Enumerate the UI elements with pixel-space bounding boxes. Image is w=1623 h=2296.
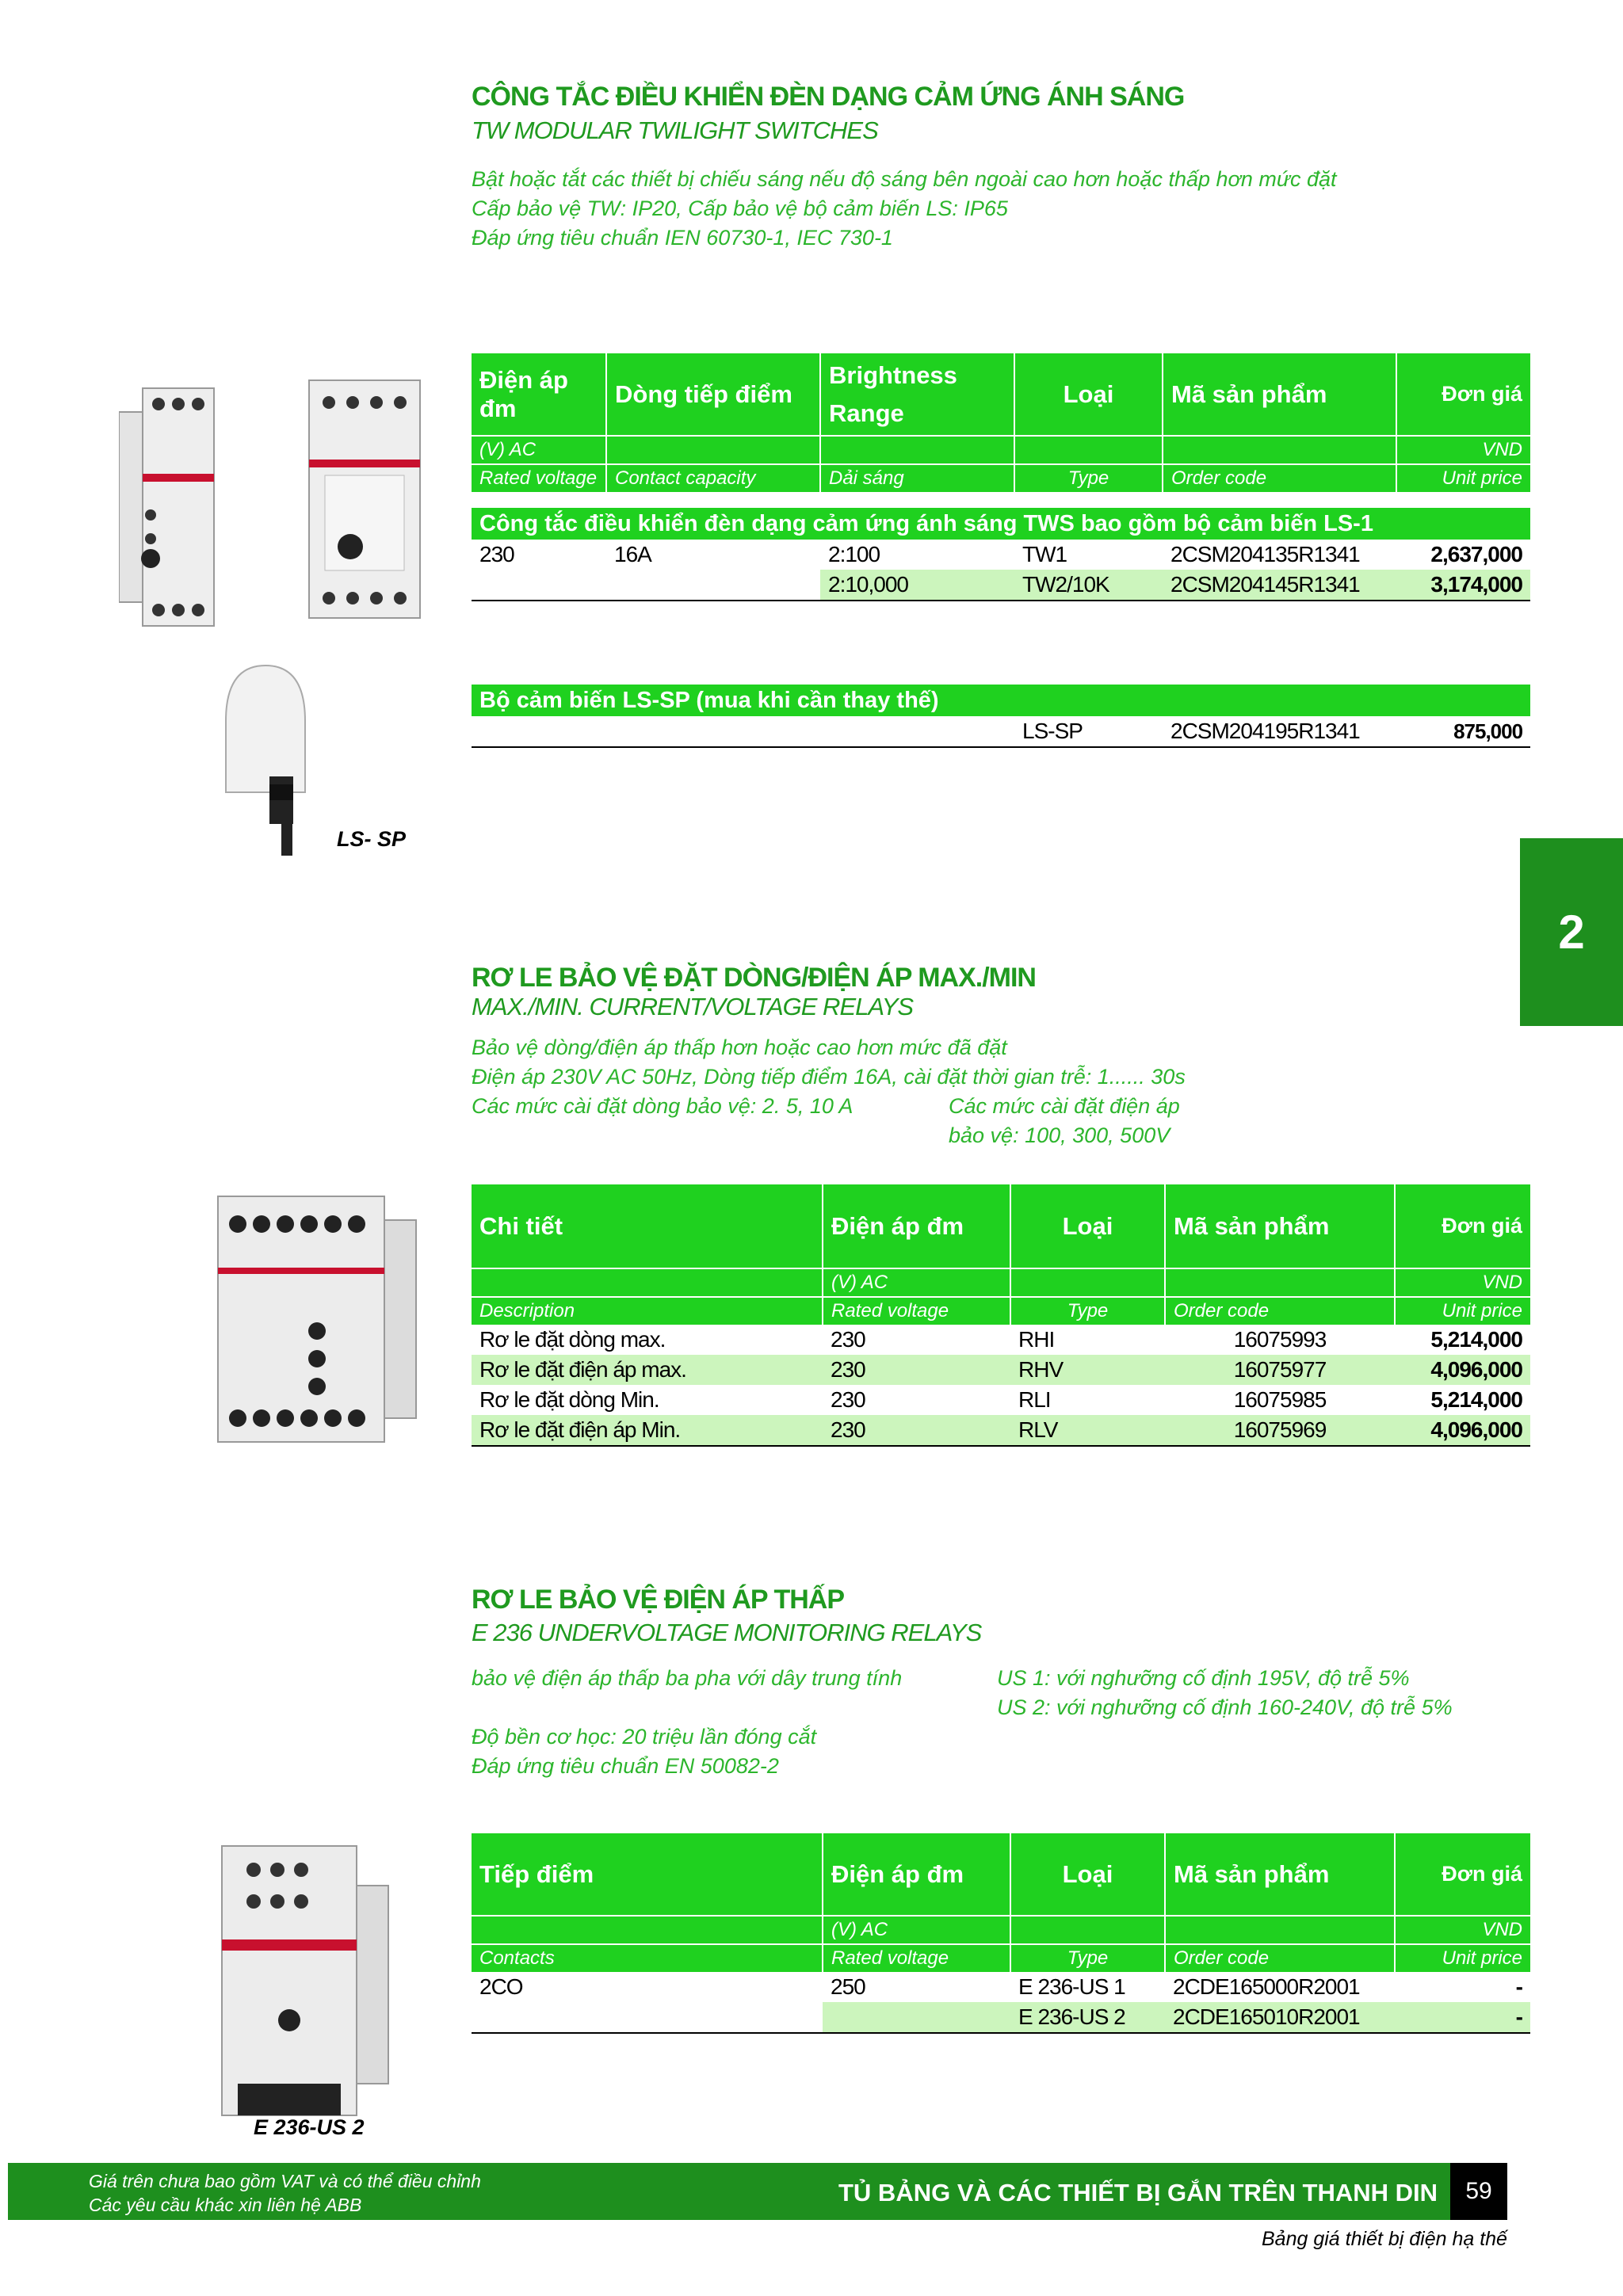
cell-code: 2CSM204195R1341 xyxy=(1163,716,1396,747)
cell-voltage: 250 xyxy=(831,1974,865,1999)
table-row xyxy=(472,2002,1530,2033)
header-voltage: Điện áp đm xyxy=(823,1833,1010,1916)
cell-code: 16075985 xyxy=(1233,1387,1327,1412)
section2-subtitle: MAX./MIN. CURRENT/VOLTAGE RELAYS xyxy=(472,993,914,1020)
header-description: Chi tiết xyxy=(472,1184,823,1268)
cell-empty xyxy=(820,716,1014,747)
unit-price: VND xyxy=(1395,1916,1530,1944)
en-price: Unit price xyxy=(1395,1944,1530,1972)
en-order-code: Order code xyxy=(1165,1944,1395,1972)
table-row xyxy=(472,570,1530,601)
unit-empty xyxy=(1010,1916,1165,1944)
cell-type: E 236-US 1 xyxy=(1018,1974,1125,1999)
section3-desc-line: Độ bền cơ học: 20 triệu lần đóng cắt xyxy=(472,1725,817,1749)
cell-code: 2CDE165000R2001 xyxy=(1173,1974,1360,1999)
cell-type: TW1 xyxy=(1022,542,1067,566)
en-price: Unit price xyxy=(1395,1297,1530,1325)
cell-voltage: 230 xyxy=(831,1387,865,1412)
unit-price: VND xyxy=(1396,436,1530,464)
header-price: Đơn giá xyxy=(1395,1833,1530,1916)
footer-note-contact: Các yêu cầu khác xin liên hệ ABB xyxy=(89,2195,362,2215)
cell-range: 2:10,000 xyxy=(820,570,1014,601)
cell-type: E 236-US 2 xyxy=(1010,2002,1165,2033)
table-row xyxy=(472,1385,1530,1415)
cell-voltage xyxy=(472,570,606,601)
cell-price: - xyxy=(1515,1974,1522,1999)
sensor-price-table xyxy=(472,685,1530,748)
cell-type: RHI xyxy=(1018,1327,1055,1352)
section2-desc-line: Các mức cài đặt dòng bảo vệ: 2. 5, 10 A Các mức cài đặt điện áp bảo vệ: 100, 300, 500V xyxy=(472,1092,1186,1121)
section3-subtitle: E 236 UNDERVOLTAGE MONITORING RELAYS xyxy=(472,1619,982,1646)
chapter-tab: 2 xyxy=(1520,838,1623,1026)
header-order-code: Mã sản phẩm xyxy=(1163,353,1396,436)
section3-description-right xyxy=(997,1664,1453,1722)
max-min-relay-image xyxy=(210,1188,424,1450)
e236-price-table xyxy=(472,1833,1530,2034)
section3-description-left xyxy=(472,1664,902,1781)
en-order-code: Order code xyxy=(1165,1297,1395,1325)
cell-voltage: 230 xyxy=(823,1415,1010,1446)
unit-empty xyxy=(1010,1268,1165,1297)
unit-price: VND xyxy=(1395,1268,1530,1297)
cell-price: 5,214,000 xyxy=(1430,1387,1522,1412)
en-contact: Contact capacity xyxy=(606,464,820,492)
section2-desc-voltage: Các mức cài đặt điện áp bảo vệ: 100, 300, 500V xyxy=(949,1094,1180,1147)
cell-contact xyxy=(472,2002,823,2033)
footer-note-vat: Giá trên chưa bao gồm VAT và có thể điều chỉnh xyxy=(89,2171,481,2191)
cell-price: 5,214,000 xyxy=(1430,1327,1522,1352)
unit-empty xyxy=(820,436,1014,464)
e236-caption: E 236-US 2 xyxy=(254,2115,365,2139)
cell-contact xyxy=(606,570,820,601)
header-order-code: Mã sản phẩm xyxy=(1165,1833,1395,1916)
header-voltage: Điện áp đm xyxy=(472,353,606,436)
cell-empty xyxy=(606,716,820,747)
section2-title: RƠ LE BẢO VỆ ĐẶT DÒNG/ĐIỆN ÁP MAX./MIN xyxy=(472,963,1036,993)
section3-desc-line: bảo vệ điện áp thấp ba pha với dây trung tính xyxy=(472,1666,903,1690)
en-type: Type xyxy=(1014,464,1163,492)
tw2-device-image xyxy=(301,372,428,626)
cell-description: Rơ le đặt điện áp max. xyxy=(472,1355,823,1385)
cell-code: 16075977 xyxy=(1165,1355,1395,1385)
table-row xyxy=(472,1355,1530,1385)
section2-description xyxy=(472,1033,1186,1147)
cell-contact: 2CO xyxy=(479,1974,523,1999)
cell-range: 2:100 xyxy=(828,542,880,566)
cell-type: LS-SP xyxy=(1014,716,1163,747)
cell-code: 2CSM204145R1341 xyxy=(1163,570,1396,601)
cell-voltage xyxy=(823,2002,1010,2033)
en-voltage: Rated voltage xyxy=(472,464,606,492)
cell-code: 2CDE165010R2001 xyxy=(1165,2002,1395,2033)
unit-empty xyxy=(472,1268,823,1297)
en-contact: Contacts xyxy=(472,1944,823,1972)
ls-sp-caption: LS- SP xyxy=(337,827,407,851)
tw1-device-image xyxy=(119,380,238,634)
section3-title: RƠ LE BẢO VỆ ĐIỆN ÁP THẤP xyxy=(472,1585,844,1615)
cell-description: Rơ le đặt điện áp Min. xyxy=(472,1415,823,1446)
cell-price: - xyxy=(1395,2002,1530,2033)
en-range: Dải sáng xyxy=(820,464,1014,492)
unit-empty xyxy=(1165,1916,1395,1944)
cell-contact: 16A xyxy=(614,542,651,566)
section1-description xyxy=(472,165,1337,253)
cell-type: TW2/10K xyxy=(1014,570,1163,601)
cell-code: 16075969 xyxy=(1165,1415,1395,1446)
header-type: Loại xyxy=(1010,1184,1165,1268)
unit-voltage: (V) AC xyxy=(823,1268,1010,1297)
cell-code: 2CSM204135R1341 xyxy=(1170,542,1360,566)
cell-code: 16075993 xyxy=(1233,1327,1327,1352)
cell-voltage: 230 xyxy=(823,1355,1010,1385)
unit-voltage: (V) AC xyxy=(823,1916,1010,1944)
cell-type: RHV xyxy=(1010,1355,1165,1385)
footer-title: TỦ BẢNG VÀ CÁC THIẾT BỊ GẮN TRÊN THANH DIN xyxy=(838,2179,1438,2206)
section3-desc-line: US 2: với nghưỡng cố định 160-240V, độ trễ 5% xyxy=(997,1695,1453,1719)
cell-type: RLV xyxy=(1010,1415,1165,1446)
header-order-code: Mã sản phẩm xyxy=(1165,1184,1395,1268)
group-tws-title: Công tắc điều khiển đèn dạng cảm ứng ánh sáng TWS bao gồm bộ cảm biến LS-1 xyxy=(472,508,1530,540)
cell-price: 4,096,000 xyxy=(1395,1355,1530,1385)
group-sensor-title: Bộ cảm biến LS-SP (mua khi cần thay thế) xyxy=(472,685,1530,716)
en-type: Type xyxy=(1010,1297,1165,1325)
header-brightness: Brightness Range xyxy=(820,353,1014,436)
unit-empty xyxy=(472,1916,823,1944)
cell-price: 3,174,000 xyxy=(1396,570,1530,601)
en-voltage: Rated voltage xyxy=(823,1297,1010,1325)
section1-subtitle: TW MODULAR TWILIGHT SWITCHES xyxy=(472,116,878,144)
section3-desc-line xyxy=(472,1693,902,1722)
unit-empty xyxy=(606,436,820,464)
header-contact: Tiếp điểm xyxy=(472,1833,823,1916)
section1-desc-line: Đáp ứng tiêu chuẩn IEN 60730-1, IEC 730-1 xyxy=(472,226,893,250)
cell-type: RLI xyxy=(1018,1387,1051,1412)
table-row xyxy=(472,540,1530,570)
relay-price-table xyxy=(472,1184,1530,1447)
cell-price: 4,096,000 xyxy=(1395,1415,1530,1446)
cell-description: Rơ le đặt dòng max. xyxy=(479,1327,666,1352)
e236-relay-image xyxy=(214,1838,396,2123)
en-price: Unit price xyxy=(1396,464,1530,492)
page-number: 59 xyxy=(1450,2163,1507,2220)
table-row xyxy=(472,716,1530,747)
en-voltage: Rated voltage xyxy=(823,1944,1010,1972)
unit-empty xyxy=(1163,436,1396,464)
tw-price-table xyxy=(472,353,1530,601)
unit-empty xyxy=(1014,436,1163,464)
footer-tagline: Bảng giá thiết bị điện hạ thế xyxy=(1262,2228,1507,2250)
en-type: Type xyxy=(1010,1944,1165,1972)
unit-empty xyxy=(1165,1268,1395,1297)
header-price: Đơn giá xyxy=(1395,1184,1530,1268)
en-order-code: Order code xyxy=(1163,464,1396,492)
header-type: Loại xyxy=(1010,1833,1165,1916)
section1-desc-line: Bật hoặc tắt các thiết bị chiếu sáng nếu độ sáng bên ngoài cao hơn hoặc thấp hơn mức đặt xyxy=(472,167,1337,191)
cell-price: 2,637,000 xyxy=(1430,542,1522,566)
table-row xyxy=(472,1972,1530,2002)
section3-desc-line: Đáp ứng tiêu chuẩn EN 50082-2 xyxy=(472,1754,779,1778)
header-voltage: Điện áp đm xyxy=(823,1184,1010,1268)
section2-desc-line: Bảo vệ dòng/điện áp thấp hơn hoặc cao hơn mức đã đặt xyxy=(472,1035,1007,1059)
table-row xyxy=(472,1325,1530,1355)
en-description: Description xyxy=(472,1297,823,1325)
cell-voltage: 230 xyxy=(831,1327,865,1352)
header-price: Đơn giá xyxy=(1396,353,1530,436)
header-type: Loại xyxy=(1014,353,1163,436)
section2-desc-line: Điện áp 230V AC 50Hz, Dòng tiếp điểm 16A, cài đặt thời gian trễ: 1...... 30s xyxy=(472,1065,1186,1089)
spacer xyxy=(472,492,1530,508)
table-row xyxy=(472,1415,1530,1446)
section3-desc-line: US 1: với nghưỡng cố định 195V, độ trễ 5% xyxy=(997,1666,1410,1690)
unit-voltage: (V) AC xyxy=(472,436,606,464)
header-contact: Dòng tiếp điểm xyxy=(606,353,820,436)
cell-voltage: 230 xyxy=(479,542,514,566)
cell-description: Rơ le đặt dòng Min. xyxy=(479,1387,659,1412)
ls-sp-sensor-image xyxy=(214,658,317,856)
section1-title: CÔNG TẮC ĐIỀU KHIỂN ĐÈN DẠNG CẢM ỨNG ÁNH SÁNG xyxy=(472,82,1185,112)
cell-price: 875,000 xyxy=(1396,716,1530,747)
section1-desc-line: Cấp bảo vệ TW: IP20, Cấp bảo vệ bộ cảm biến LS: IP65 xyxy=(472,196,1008,220)
cell-empty xyxy=(472,716,606,747)
